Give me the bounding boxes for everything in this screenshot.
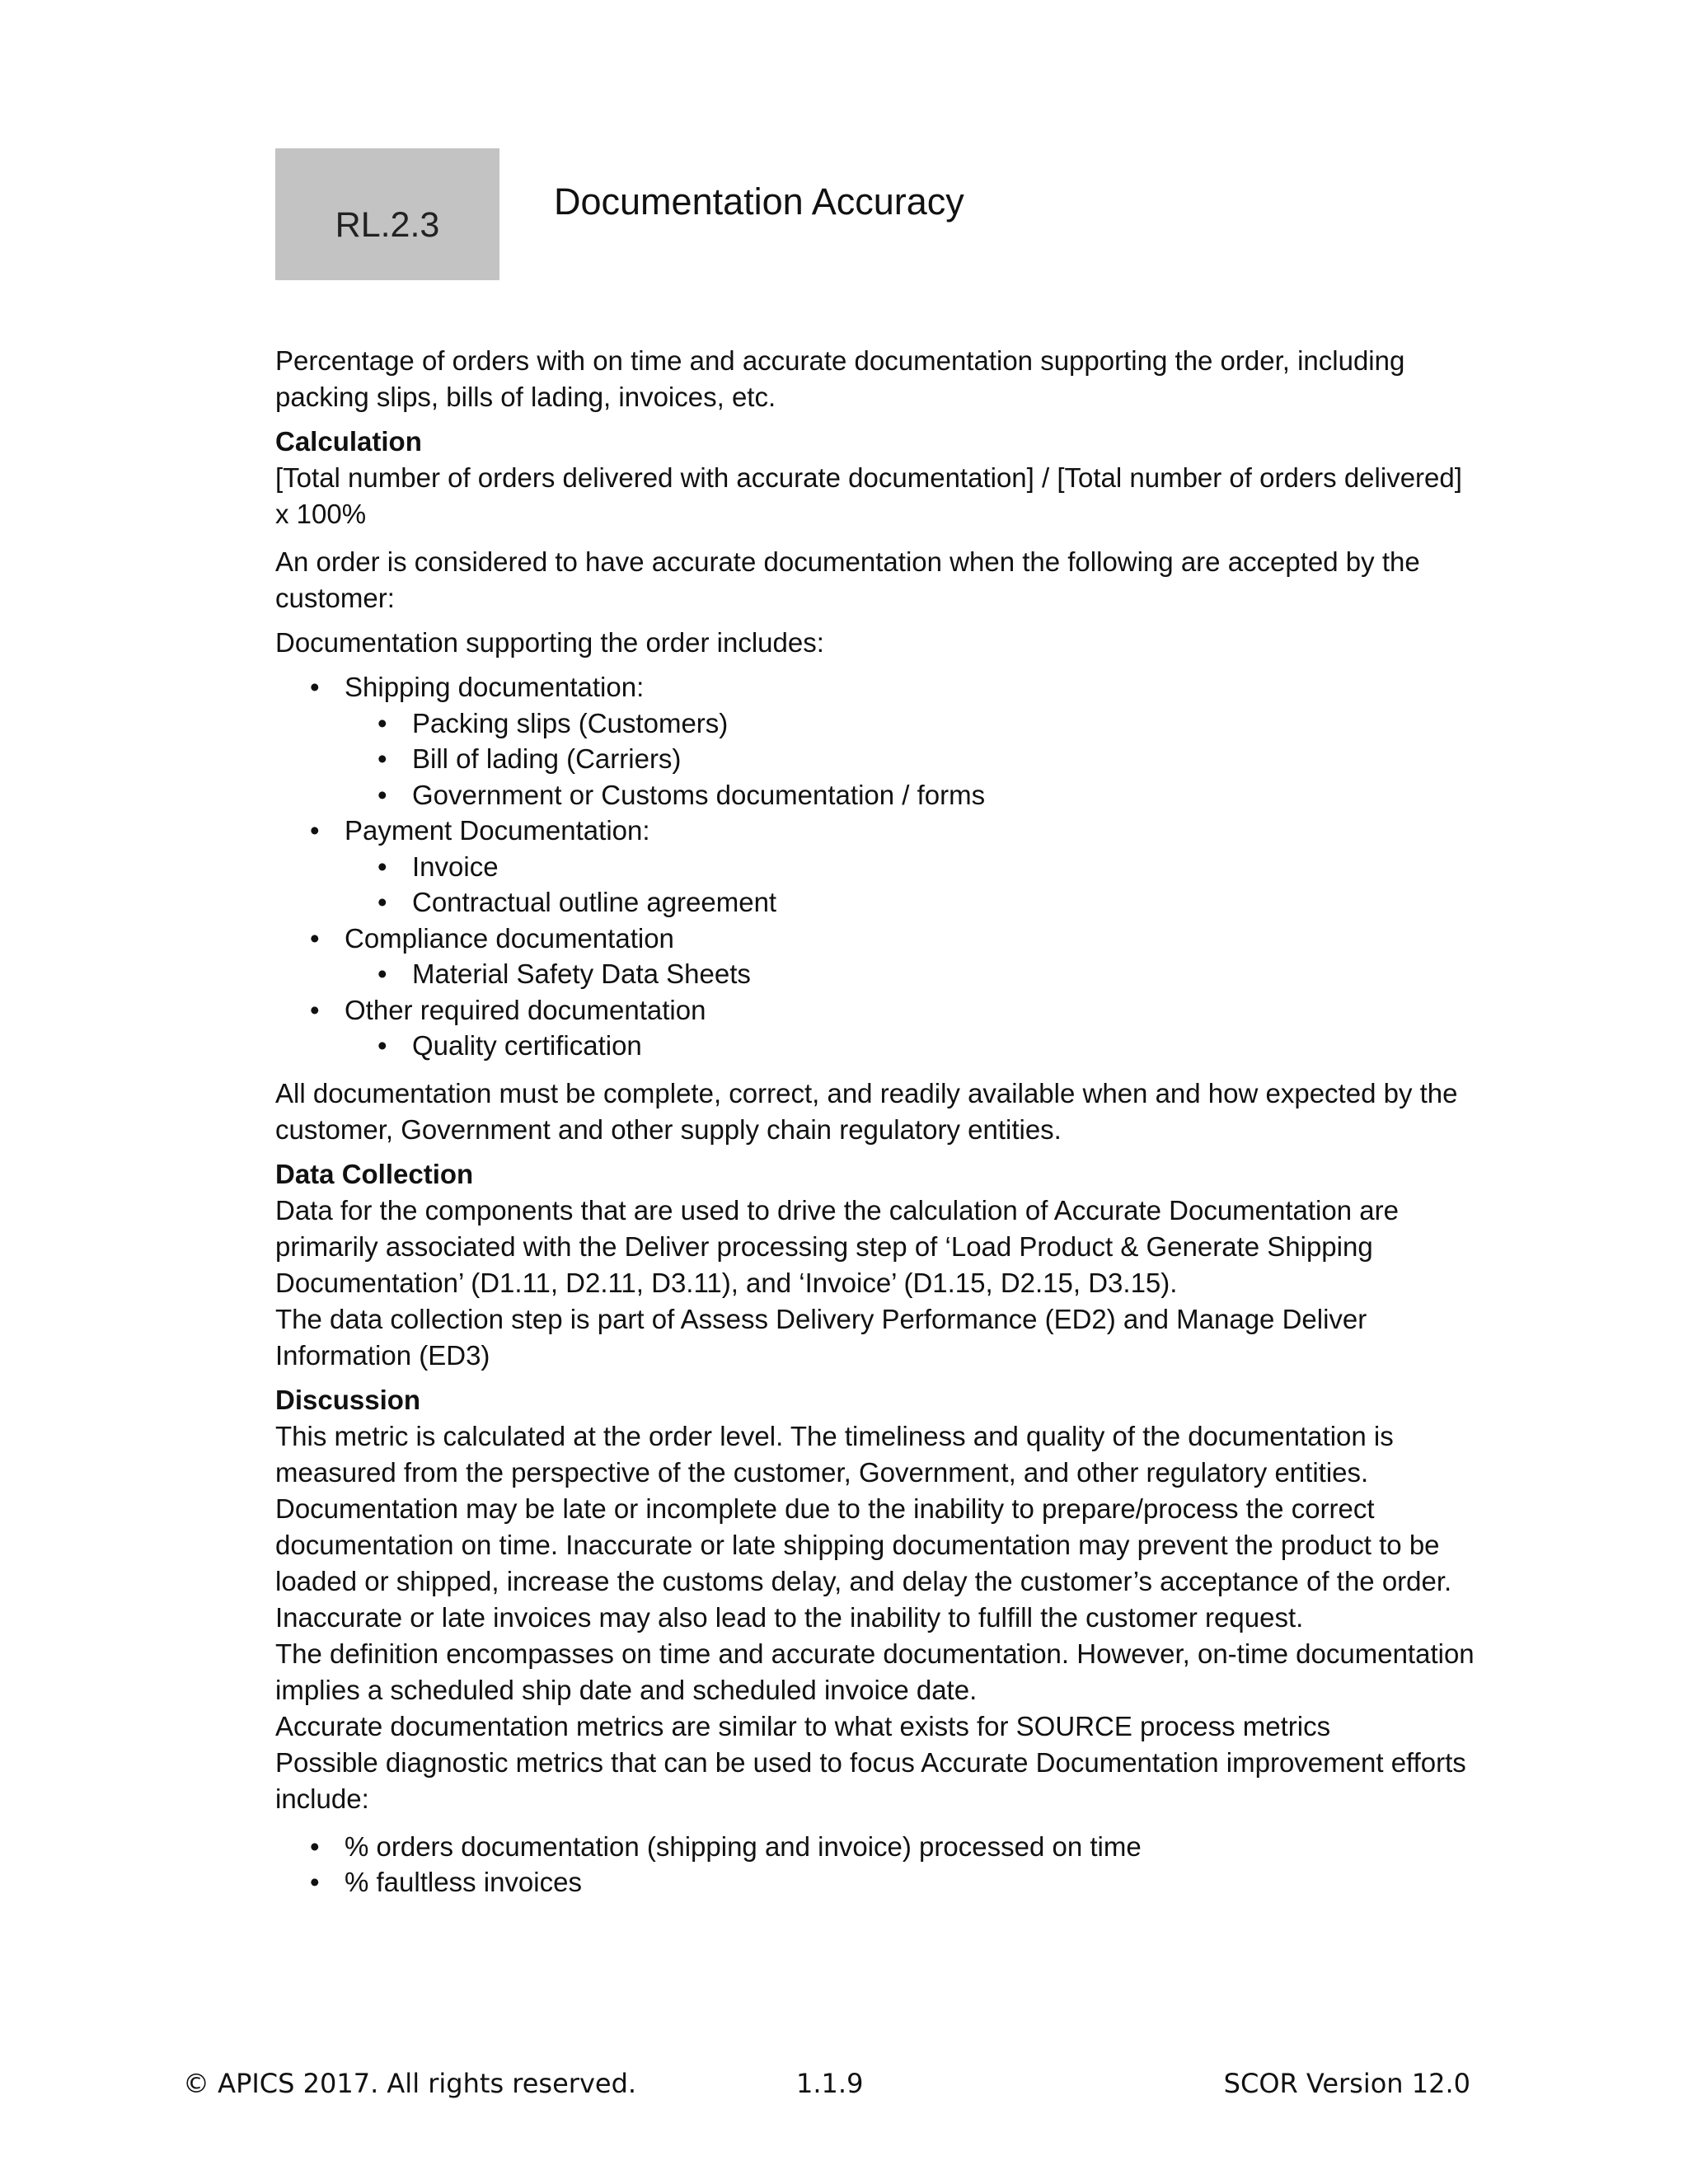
document-body: [275, 343, 1479, 1900]
list-item-text: Contractual outline agreement: [412, 887, 777, 917]
list-item: [275, 921, 1479, 957]
list-item-text: Bill of lading (Carriers): [412, 743, 682, 774]
list-item-text: % faultless invoices: [345, 1867, 582, 1897]
bullet-icon: •: [310, 922, 320, 954]
discussion-paragraph: The definition encompasses on time and accurate documentation. However, on-time documentation implies a scheduled ship date and scheduled invoice date.: [275, 1638, 1475, 1705]
bullet-icon: •: [377, 743, 387, 774]
list-item: [275, 1028, 1479, 1064]
data-collection-paragraph: Data for the components that are used to drive the calculation of Accurate Documentation are primarily associated with the Deliver processing step of ‘Load Product & Generate Shipping Documentation’ (D1.11, D2.11, D3.11), and ‘Invoice’ (D1.15, D2.15, D3.15).: [275, 1194, 1399, 1298]
metric-title: Documentation Accuracy: [554, 180, 964, 223]
list-item-text: Shipping documentation:: [345, 672, 645, 702]
data-collection-paragraph: The data collection step is part of Assess Delivery Performance (ED2) and Manage Deliver Information (ED3): [275, 1303, 1367, 1371]
list-item-text: Payment Documentation:: [345, 815, 650, 846]
bullet-icon: •: [377, 1030, 387, 1061]
list-item: [275, 849, 1479, 885]
diagnostic-metrics-list: [275, 1829, 1479, 1900]
definition-paragraph: Percentage of orders with on time and accurate documentation supporting the order, including packing slips, bills of lading, invoices, etc.: [275, 345, 1405, 412]
bullet-icon: •: [377, 887, 387, 917]
bullet-icon: •: [377, 779, 387, 810]
list-item-text: Government or Customs documentation / forms: [412, 779, 986, 810]
list-item-text: Invoice: [412, 851, 499, 882]
list-item-text: Quality certification: [412, 1030, 642, 1061]
calculation-formula: [Total number of orders delivered with accurate documentation] / [Total number of orders delivered] x 100%: [275, 462, 1462, 529]
footer-version: SCOR Version 12.0: [1223, 2068, 1470, 2099]
list-item: [275, 741, 1479, 777]
accepted-note: An order is considered to have accurate documentation when the following are accepted by the customer:: [275, 546, 1420, 613]
bullet-icon: •: [310, 672, 320, 702]
metric-code: RL.2.3: [335, 205, 440, 245]
closing-paragraph: All documentation must be complete, correct, and readily available when and how expected by the customer, Government and other supply chain regulatory entities.: [275, 1077, 1458, 1145]
list-item: [275, 884, 1479, 921]
bullet-icon: •: [310, 815, 320, 846]
documentation-list: [275, 669, 1479, 1064]
list-item-text: Material Safety Data Sheets: [412, 958, 751, 989]
list-item: [275, 1829, 1479, 1865]
list-item-text: Compliance documentation: [345, 922, 674, 954]
list-item-text: % orders documentation (shipping and invoice) processed on time: [345, 1830, 1142, 1862]
list-item: [275, 813, 1479, 849]
list-item: [275, 669, 1479, 705]
metric-code-box: [275, 148, 499, 280]
bullet-icon: •: [377, 958, 387, 989]
list-item-text: Other required documentation: [345, 994, 706, 1025]
list-item: [275, 956, 1479, 992]
discussion-paragraph: Possible diagnostic metrics that can be used to focus Accurate Documentation improvement efforts include:: [275, 1746, 1466, 1814]
bullet-icon: •: [377, 707, 387, 738]
footer-page-number: 1.1.9: [796, 2068, 864, 2099]
bullet-icon: •: [310, 994, 320, 1025]
list-item: [275, 777, 1479, 813]
bullet-icon: •: [310, 1830, 320, 1862]
includes-intro: Documentation supporting the order includes:: [275, 627, 824, 658]
bullet-icon: •: [310, 1867, 320, 1897]
list-item-text: Packing slips (Customers): [412, 707, 729, 738]
footer-copyright: © APICS 2017. All rights reserved.: [183, 2068, 637, 2099]
list-item: [275, 705, 1479, 742]
discussion-heading: Discussion: [275, 1384, 421, 1415]
list-item: [275, 992, 1479, 1029]
data-collection-heading: Data Collection: [275, 1158, 474, 1189]
discussion-paragraph: This metric is calculated at the order level. The timeliness and quality of the documentation is measured from the perspective of the customer, Government, and other regulatory entities. Documentation may be late or incomplete due to the inability to prepare/process the correct documentation on time. Inaccurate or late shipping documentation may prevent the product to be loaded or shipped, increase the customs delay, and delay the customer’s acceptance of the order. Inaccurate or late invoices may also lead to the inability to fulfill the customer request.: [275, 1420, 1452, 1633]
bullet-icon: •: [377, 851, 387, 882]
discussion-paragraph: Accurate documentation metrics are similar to what exists for SOURCE process metrics: [275, 1710, 1331, 1741]
calculation-heading: Calculation: [275, 426, 422, 457]
list-item: [275, 1864, 1479, 1900]
